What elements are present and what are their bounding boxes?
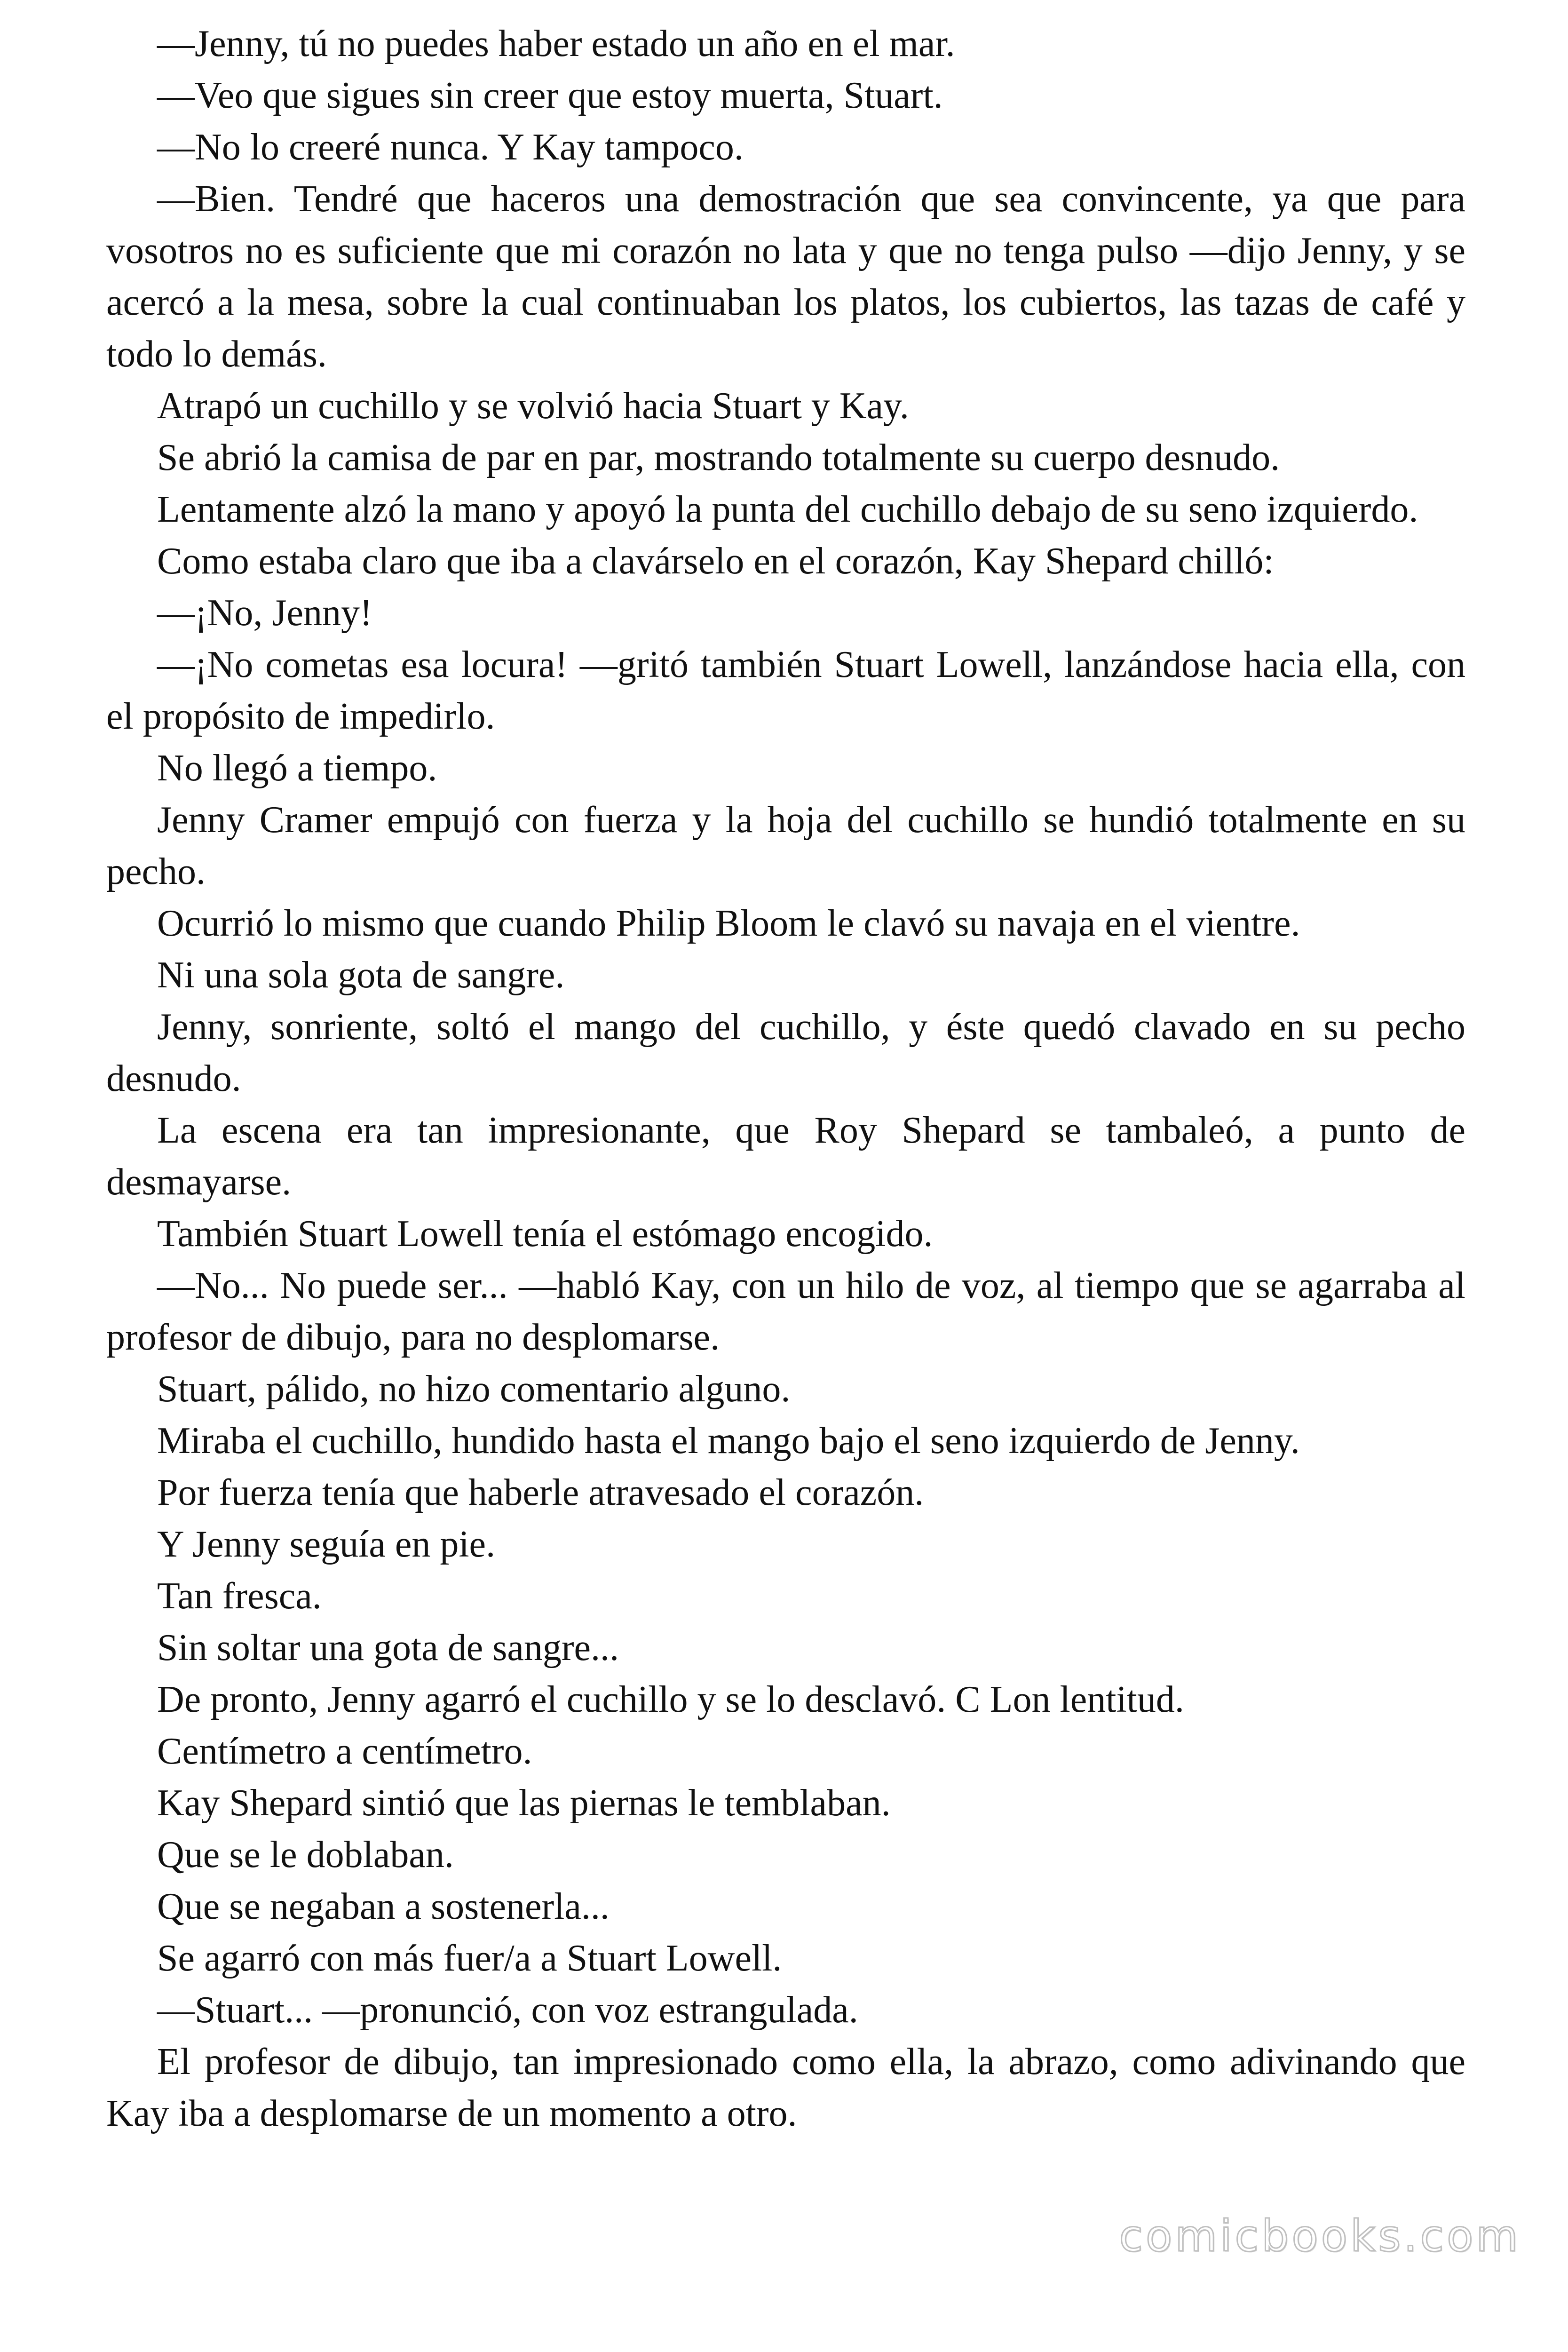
paragraph: Como estaba claro que iba a clavárselo en el corazón, Kay Shepard chilló: <box>157 540 1274 582</box>
paragraph: Y Jenny seguía en pie. <box>157 1524 496 1565</box>
paragraph: Ocurrió lo mismo que cuando Philip Bloom le clavó su navaja en el vientre. <box>157 903 1300 944</box>
paragraph: —Stuart... —pronunció, con voz estrangulada. <box>157 1989 858 2031</box>
paragraph: Stuart, pálido, no hizo comentario alguno. <box>157 1368 791 1410</box>
paragraph: —No lo creeré nunca. Y Kay tampoco. <box>157 127 744 168</box>
paragraph: —Veo que sigues sin creer que estoy muerta, Stuart. <box>157 75 943 116</box>
book-page-text <box>106 18 1465 2139</box>
paragraph: —Jenny, tú no puedes haber estado un año en el mar. <box>157 23 955 64</box>
paragraph: Ni una sola gota de sangre. <box>157 954 565 996</box>
watermark: comicbooks.com <box>1119 2211 1521 2261</box>
paragraph: Se agarró con más fuer/a a Stuart Lowell. <box>157 1938 782 1979</box>
paragraph: —¡No cometas esa locura! —gritó también Stuart Lowell, lanzándose hacia ella, con el propósito de impedirlo. <box>106 644 1465 737</box>
paragraph: Tan fresca. <box>157 1575 322 1617</box>
paragraph: Centímetro a centímetro. <box>157 1731 532 1772</box>
paragraph: —Bien. Tendré que haceros una demostración que sea convincente, ya que para vosotros no es suficiente que mi corazón no lata y que no tenga pulso —dijo Jenny, y se acercó a la mesa, sobre la cual continuaban los platos, los cubiertos, las tazas de café y todo lo demás. <box>106 178 1465 375</box>
paragraph: —No... No puede ser... —habló Kay, con un hilo de voz, al tiempo que se agarraba al profesor de dibujo, para no desplomarse. <box>106 1265 1465 1358</box>
paragraph: La escena era tan impresionante, que Roy Shepard se tambaleó, a punto de desmayarse. <box>106 1110 1465 1203</box>
paragraph: Lentamente alzó la mano y apoyó la punta del cuchillo debajo de su seno izquierdo. <box>157 489 1418 530</box>
paragraph: Jenny, sonriente, soltó el mango del cuchillo, y éste quedó clavado en su pecho desnudo. <box>106 1006 1465 1099</box>
paragraph: De pronto, Jenny agarró el cuchillo y se lo desclavó. C Lon lentitud. <box>157 1679 1184 1720</box>
paragraph: No llegó a tiempo. <box>157 747 437 789</box>
paragraph: Por fuerza tenía que haberle atravesado el corazón. <box>157 1472 924 1513</box>
paragraph: Atrapó un cuchillo y se volvió hacia Stuart y Kay. <box>157 385 909 427</box>
paragraph: Miraba el cuchillo, hundido hasta el mango bajo el seno izquierdo de Jenny. <box>157 1420 1300 1462</box>
paragraph: Se abrió la camisa de par en par, mostrando totalmente su cuerpo desnudo. <box>157 437 1280 478</box>
paragraph: Sin soltar una gota de sangre... <box>157 1627 619 1669</box>
paragraph: Que se le doblaban. <box>157 1834 454 1875</box>
paragraph: Que se negaban a sostenerla... <box>157 1886 610 1927</box>
paragraph: También Stuart Lowell tenía el estómago encogido. <box>157 1213 933 1255</box>
paragraph: Kay Shepard sintió que las piernas le temblaban. <box>157 1782 891 1824</box>
paragraph: —¡No, Jenny! <box>157 592 372 634</box>
paragraph: Jenny Cramer empujó con fuerza y la hoja del cuchillo se hundió totalmente en su pecho. <box>106 799 1465 892</box>
paragraph: El profesor de dibujo, tan impresionado como ella, la abrazo, como adivinando que Kay iba a desplomarse de un momento a otro. <box>106 2041 1465 2134</box>
